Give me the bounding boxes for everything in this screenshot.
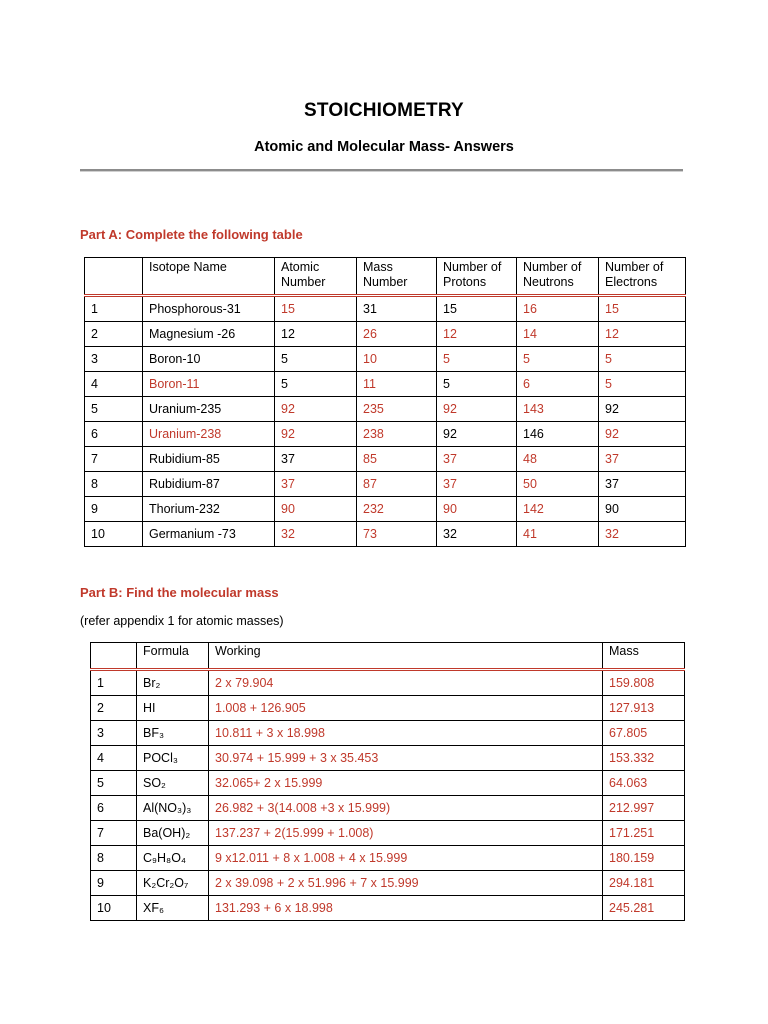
molecular-table-header — [91, 643, 685, 670]
atomic-number: 5 — [275, 372, 357, 397]
protons: 92 — [437, 397, 517, 422]
mass: 127.913 — [603, 696, 685, 721]
mass-number: 232 — [357, 497, 437, 522]
molecular-mass-table — [90, 642, 685, 921]
table-row — [85, 447, 686, 472]
row-number: 9 — [91, 871, 137, 896]
table-row — [85, 372, 686, 397]
formula: BF₃ — [137, 721, 209, 746]
atomic-number: 37 — [275, 447, 357, 472]
table-row — [85, 522, 686, 547]
mass-number: 26 — [357, 322, 437, 347]
mass: 67.805 — [603, 721, 685, 746]
row-number: 3 — [91, 721, 137, 746]
table-row — [85, 347, 686, 372]
table-row — [91, 721, 685, 746]
electrons: 15 — [599, 296, 686, 322]
formula: Ba(OH)₂ — [137, 821, 209, 846]
table-row — [85, 472, 686, 497]
header-cell — [85, 258, 143, 296]
mass: 180.159 — [603, 846, 685, 871]
mass: 294.181 — [603, 871, 685, 896]
formula: K₂Cr₂O₇ — [137, 871, 209, 896]
row-number: 8 — [91, 846, 137, 871]
table-row — [85, 497, 686, 522]
formula: Al(NO₃)₃ — [137, 796, 209, 821]
mass-number: 73 — [357, 522, 437, 547]
protons: 90 — [437, 497, 517, 522]
protons: 12 — [437, 322, 517, 347]
header-cell: Isotope Name — [143, 258, 275, 296]
working: 2 x 79.904 — [209, 670, 603, 696]
electrons: 5 — [599, 347, 686, 372]
neutrons: 143 — [517, 397, 599, 422]
header-cell: Mass — [603, 643, 685, 670]
row-number: 2 — [85, 322, 143, 347]
appendix-note: (refer appendix 1 for atomic masses) — [80, 614, 284, 628]
atomic-number: 92 — [275, 397, 357, 422]
mass-number: 87 — [357, 472, 437, 497]
working: 26.982 + 3(14.008 +3 x 15.999) — [209, 796, 603, 821]
page-subtitle: Atomic and Molecular Mass- Answers — [254, 139, 514, 155]
row-number: 6 — [91, 796, 137, 821]
formula: XF₆ — [137, 896, 209, 921]
row-number: 4 — [85, 372, 143, 397]
isotope-name: Uranium-235 — [143, 397, 275, 422]
protons: 37 — [437, 447, 517, 472]
table-row — [85, 397, 686, 422]
protons: 32 — [437, 522, 517, 547]
neutrons: 50 — [517, 472, 599, 497]
table-row — [85, 322, 686, 347]
mass: 153.332 — [603, 746, 685, 771]
isotope-table — [84, 257, 686, 547]
row-number: 6 — [85, 422, 143, 447]
row-number: 1 — [85, 296, 143, 322]
atomic-number: 5 — [275, 347, 357, 372]
part-b-heading: Part B: Find the molecular mass — [80, 585, 279, 600]
neutrons: 41 — [517, 522, 599, 547]
neutrons: 14 — [517, 322, 599, 347]
isotope-name: Germanium -73 — [143, 522, 275, 547]
row-number: 7 — [91, 821, 137, 846]
header-cell: Number of Protons — [437, 258, 517, 296]
isotope-name: Phosphorous-31 — [143, 296, 275, 322]
isotope-name: Rubidium-85 — [143, 447, 275, 472]
neutrons: 16 — [517, 296, 599, 322]
electrons: 37 — [599, 472, 686, 497]
electrons: 37 — [599, 447, 686, 472]
isotope-name: Thorium-232 — [143, 497, 275, 522]
row-number: 9 — [85, 497, 143, 522]
row-number: 10 — [85, 522, 143, 547]
row-number: 5 — [91, 771, 137, 796]
working: 32.065+ 2 x 15.999 — [209, 771, 603, 796]
working: 2 x 39.098 + 2 x 51.996 + 7 x 15.999 — [209, 871, 603, 896]
row-number: 7 — [85, 447, 143, 472]
mass-number: 85 — [357, 447, 437, 472]
table-row — [91, 846, 685, 871]
protons: 37 — [437, 472, 517, 497]
electrons: 5 — [599, 372, 686, 397]
atomic-number: 92 — [275, 422, 357, 447]
row-number: 2 — [91, 696, 137, 721]
row-number: 3 — [85, 347, 143, 372]
header-cell: Atomic Number — [275, 258, 357, 296]
row-number: 4 — [91, 746, 137, 771]
atomic-number: 37 — [275, 472, 357, 497]
atomic-number: 32 — [275, 522, 357, 547]
header-cell: Working — [209, 643, 603, 670]
formula: HI — [137, 696, 209, 721]
working: 131.293 + 6 x 18.998 — [209, 896, 603, 921]
formula: Br₂ — [137, 670, 209, 696]
header-cell — [91, 643, 137, 670]
table-row — [91, 696, 685, 721]
table-row — [85, 296, 686, 322]
atomic-number: 12 — [275, 322, 357, 347]
table-row — [91, 771, 685, 796]
table-row — [85, 422, 686, 447]
isotope-name: Boron-10 — [143, 347, 275, 372]
mass-number: 11 — [357, 372, 437, 397]
working: 10.811 + 3 x 18.998 — [209, 721, 603, 746]
mass: 64.063 — [603, 771, 685, 796]
isotope-name: Magnesium -26 — [143, 322, 275, 347]
isotope-table-header — [85, 258, 686, 296]
electrons: 92 — [599, 422, 686, 447]
neutrons: 142 — [517, 497, 599, 522]
mass-number: 10 — [357, 347, 437, 372]
formula: C₉H₈O₄ — [137, 846, 209, 871]
working: 30.974 + 15.999 + 3 x 35.453 — [209, 746, 603, 771]
table-row — [91, 896, 685, 921]
neutrons: 6 — [517, 372, 599, 397]
table-row — [91, 746, 685, 771]
table-row — [91, 871, 685, 896]
divider — [80, 169, 683, 171]
electrons: 12 — [599, 322, 686, 347]
table-row — [91, 796, 685, 821]
mass-number: 31 — [357, 296, 437, 322]
isotope-name: Boron-11 — [143, 372, 275, 397]
neutrons: 48 — [517, 447, 599, 472]
mass: 159.808 — [603, 670, 685, 696]
row-number: 8 — [85, 472, 143, 497]
header-cell: Formula — [137, 643, 209, 670]
neutrons: 5 — [517, 347, 599, 372]
working: 137.237 + 2(15.999 + 1.008) — [209, 821, 603, 846]
mass-number: 238 — [357, 422, 437, 447]
electrons: 32 — [599, 522, 686, 547]
row-number: 5 — [85, 397, 143, 422]
isotope-name: Rubidium-87 — [143, 472, 275, 497]
mass-number: 235 — [357, 397, 437, 422]
row-number: 10 — [91, 896, 137, 921]
electrons: 92 — [599, 397, 686, 422]
working: 1.008 + 126.905 — [209, 696, 603, 721]
header-cell: Number of Electrons — [599, 258, 686, 296]
header-cell: Mass Number — [357, 258, 437, 296]
mass: 171.251 — [603, 821, 685, 846]
formula: POCl₃ — [137, 746, 209, 771]
row-number: 1 — [91, 670, 137, 696]
header-cell: Number of Neutrons — [517, 258, 599, 296]
atomic-number: 15 — [275, 296, 357, 322]
atomic-number: 90 — [275, 497, 357, 522]
neutrons: 146 — [517, 422, 599, 447]
working: 9 x12.011 + 8 x 1.008 + 4 x 15.999 — [209, 846, 603, 871]
table-row — [91, 821, 685, 846]
protons: 5 — [437, 347, 517, 372]
protons: 92 — [437, 422, 517, 447]
part-a-heading: Part A: Complete the following table — [80, 227, 303, 242]
protons: 15 — [437, 296, 517, 322]
table-row — [91, 670, 685, 696]
mass: 212.997 — [603, 796, 685, 821]
isotope-name: Uranium-238 — [143, 422, 275, 447]
formula: SO₂ — [137, 771, 209, 796]
protons: 5 — [437, 372, 517, 397]
electrons: 90 — [599, 497, 686, 522]
mass: 245.281 — [603, 896, 685, 921]
page-title: STOICHIOMETRY — [304, 100, 464, 121]
